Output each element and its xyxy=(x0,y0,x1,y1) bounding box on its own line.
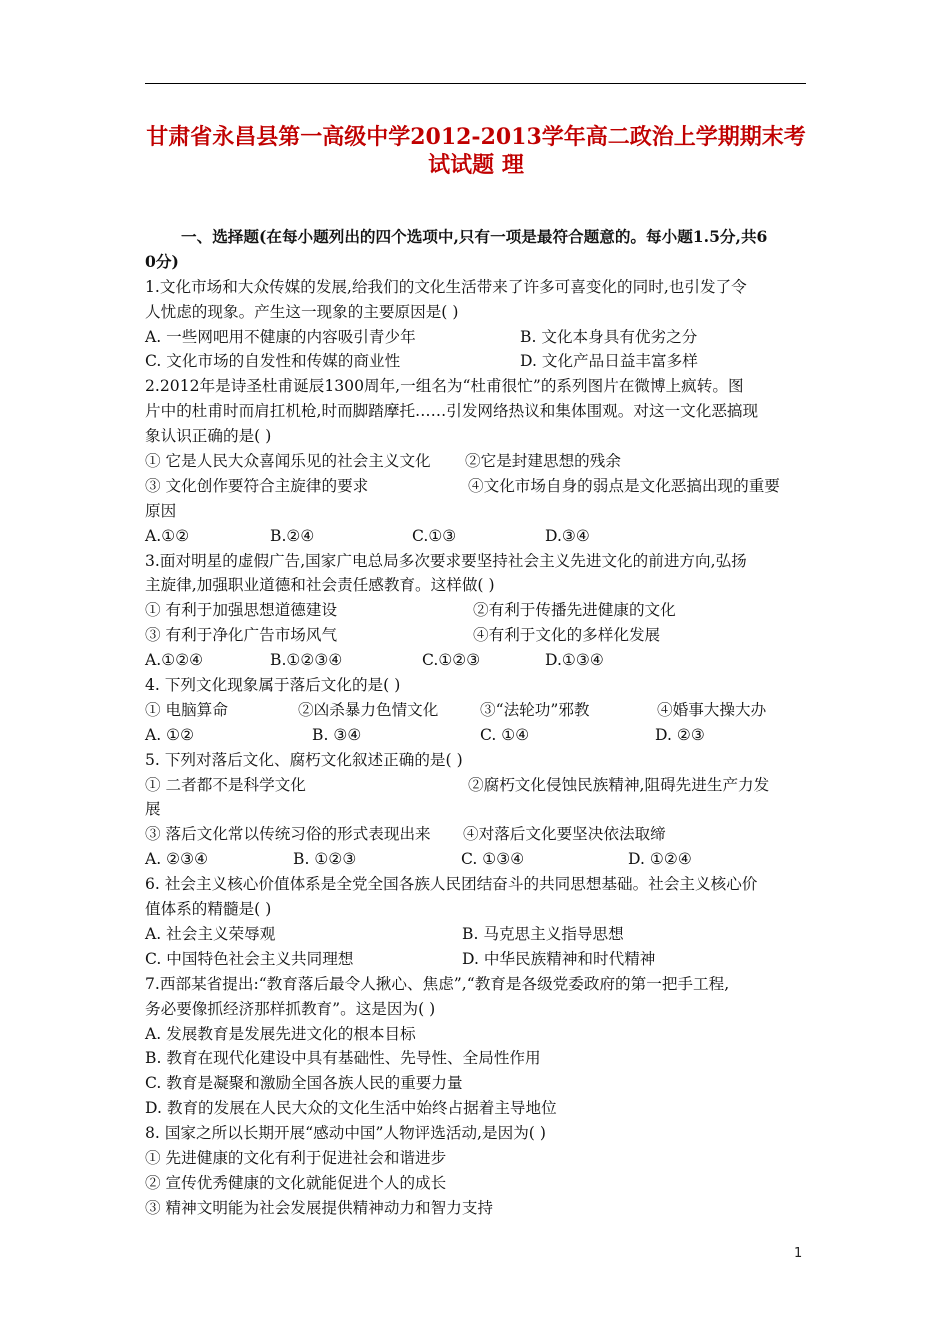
option-d: D. 中华民族精神和时代精神 xyxy=(462,949,656,968)
question-6-stem: 6. 社会主义核心价值体系是全党全国各族人民团结奋斗的共同思想基础。社会主义核心价 xyxy=(145,875,758,894)
item-4: ④有利于文化的多样化发展 xyxy=(473,626,661,645)
item-1: ① 先进健康的文化有利于促进社会和谐进步 xyxy=(145,1148,447,1167)
item-4: ④对落后文化要坚决依法取缔 xyxy=(463,825,666,844)
question-3-options-row xyxy=(145,648,810,673)
question-4-items-row xyxy=(145,698,810,723)
item-1: ① 二者都不是科学文化 xyxy=(145,775,306,794)
section-heading: 一、选择题(在每小题列出的四个选项中,只有一项是最符合题意的。每小题1.5分,共6 xyxy=(181,227,768,246)
question-1-stem: 1.文化市场和大众传媒的发展,给我们的文化生活带来了许多可喜变化的同时,也引发了令 xyxy=(145,277,747,296)
question-5-items-row xyxy=(145,822,810,847)
question-4-stem: 4. 下列文化现象属于落后文化的是( ) xyxy=(145,676,401,695)
option-b: B. 马克思主义指导思想 xyxy=(462,924,624,943)
page-number: 1 xyxy=(794,1246,803,1261)
option-d: D.①③④ xyxy=(545,651,604,670)
item-1: ① 有利于加强思想道德建设 xyxy=(145,601,338,620)
question-7-stem: 7.西部某省提出:“教育落后最令人揪心、焦虑”,“教育是各级党委政府的第一把手工程, xyxy=(145,974,730,993)
document-title-line-1: 甘肃省永昌县第一高级中学2012-2013学年高二政治上学期期末考 xyxy=(146,124,806,150)
question-8-stem: 8. 国家之所以长期开展“感动中国”人物评选活动,是因为( ) xyxy=(145,1124,546,1143)
item-3: ③ 落后文化常以传统习俗的形式表现出来 xyxy=(145,825,431,844)
item-3: ③ 有利于净化广告市场风气 xyxy=(145,626,338,645)
question-5-items-row xyxy=(145,773,810,798)
question-3-items-row xyxy=(145,623,810,648)
question-2-stem-cont: 片中的杜甫时而肩扛机枪,时而脚踏摩托……引发网络热议和集体围观。对这一文化恶搞现 xyxy=(145,402,759,421)
item-3: ③“法轮功”邪教 xyxy=(480,700,590,719)
item-4-cont: 原因 xyxy=(145,501,177,520)
option-b: B. ①②③ xyxy=(293,850,357,869)
option-a: A. ②③④ xyxy=(145,850,209,869)
option-a: A. 发展教育是发展先进文化的根本目标 xyxy=(145,1024,416,1043)
option-d: D. 教育的发展在人民大众的文化生活中始终占据着主导地位 xyxy=(145,1099,557,1118)
item-2: ② 宣传优秀健康的文化就能促进个人的成长 xyxy=(145,1173,447,1192)
item-4: ④婚事大操大办 xyxy=(657,700,767,719)
option-d: D. ②③ xyxy=(655,725,705,744)
question-7-stem-cont: 务必要像抓经济那样抓教育”。这是因为( ) xyxy=(145,999,436,1018)
option-a: A. ①② xyxy=(145,725,195,744)
item-2-cont: 展 xyxy=(145,800,161,819)
option-a: A. 一些网吧用不健康的内容吸引青少年 xyxy=(145,327,416,346)
option-a: A.①②④ xyxy=(145,651,204,670)
question-6-options-row xyxy=(145,947,810,972)
option-d: D. ①②④ xyxy=(628,850,692,869)
option-b: B. 教育在现代化建设中具有基础性、先导性、全局性作用 xyxy=(145,1049,541,1068)
item-1: ① 它是人民大众喜闻乐见的社会主义文化 xyxy=(145,452,431,471)
item-1: ① 电脑算命 xyxy=(145,700,228,719)
option-a: A.①② xyxy=(145,526,190,545)
item-2: ②它是封建思想的残余 xyxy=(465,452,621,471)
exam-content xyxy=(145,225,810,1221)
question-2-stem-cont: 象认识正确的是( ) xyxy=(145,427,272,446)
section-heading-cont: 0分) xyxy=(145,251,179,271)
question-4-options-row xyxy=(145,723,810,748)
option-b: B. ③④ xyxy=(312,725,362,744)
header-rule xyxy=(145,83,806,84)
option-c: C. ①④ xyxy=(480,725,530,744)
question-3-stem: 3.面对明星的虚假广告,国家广电总局多次要求要坚持社会主义先进文化的前进方向,弘扬 xyxy=(145,551,747,570)
item-3: ③ 精神文明能为社会发展提供精神动力和智力支持 xyxy=(145,1198,494,1217)
question-2-items-row xyxy=(145,449,810,474)
option-d: D. 文化产品日益丰富多样 xyxy=(520,352,698,371)
item-4: ④文化市场自身的弱点是文化恶搞出现的重要 xyxy=(468,476,780,495)
item-2: ②有利于传播先进健康的文化 xyxy=(473,601,676,620)
option-c: C. 教育是凝聚和激励全国各族人民的重要力量 xyxy=(145,1074,463,1093)
item-2: ②腐朽文化侵蚀民族精神,阻碍先进生产力发 xyxy=(468,775,770,794)
option-b: B. 文化本身具有优劣之分 xyxy=(520,327,698,346)
option-c: C. ①③④ xyxy=(461,850,525,869)
question-5-stem: 5. 下列对落后文化、腐朽文化叙述正确的是( ) xyxy=(145,750,463,769)
option-c: C. 中国特色社会主义共同理想 xyxy=(145,949,354,968)
question-2-options-row xyxy=(145,524,810,549)
question-5-options-row xyxy=(145,847,810,872)
option-b: B.①②③④ xyxy=(270,651,343,670)
question-1-options-row xyxy=(145,349,810,374)
item-3: ③ 文化创作要符合主旋律的要求 xyxy=(145,476,369,495)
question-1-stem-cont: 人忧虑的现象。产生这一现象的主要原因是( ) xyxy=(145,302,459,321)
question-2-items-row xyxy=(145,474,810,499)
question-6-options-row xyxy=(145,922,810,947)
option-a: A. 社会主义荣辱观 xyxy=(145,924,276,943)
question-3-items-row xyxy=(145,598,810,623)
question-2-stem: 2.2012年是诗圣杜甫诞辰1300周年,一组名为“杜甫很忙”的系列图片在微博上疯转。图 xyxy=(145,377,744,396)
question-3-stem-cont: 主旋律,加强职业道德和社会责任感教育。这样做( ) xyxy=(145,576,495,595)
document-title-line-2: 试试题 理 xyxy=(428,152,524,178)
option-b: B.②④ xyxy=(270,526,315,545)
option-d: D.③④ xyxy=(545,526,590,545)
item-2: ②凶杀暴力色情文化 xyxy=(298,700,439,719)
option-c: C.①③ xyxy=(412,526,457,545)
question-1-options-row xyxy=(145,325,810,350)
question-6-stem-cont: 值体系的精髓是( ) xyxy=(145,900,272,919)
option-c: C. 文化市场的自发性和传媒的商业性 xyxy=(145,352,401,371)
option-c: C.①②③ xyxy=(422,651,481,670)
